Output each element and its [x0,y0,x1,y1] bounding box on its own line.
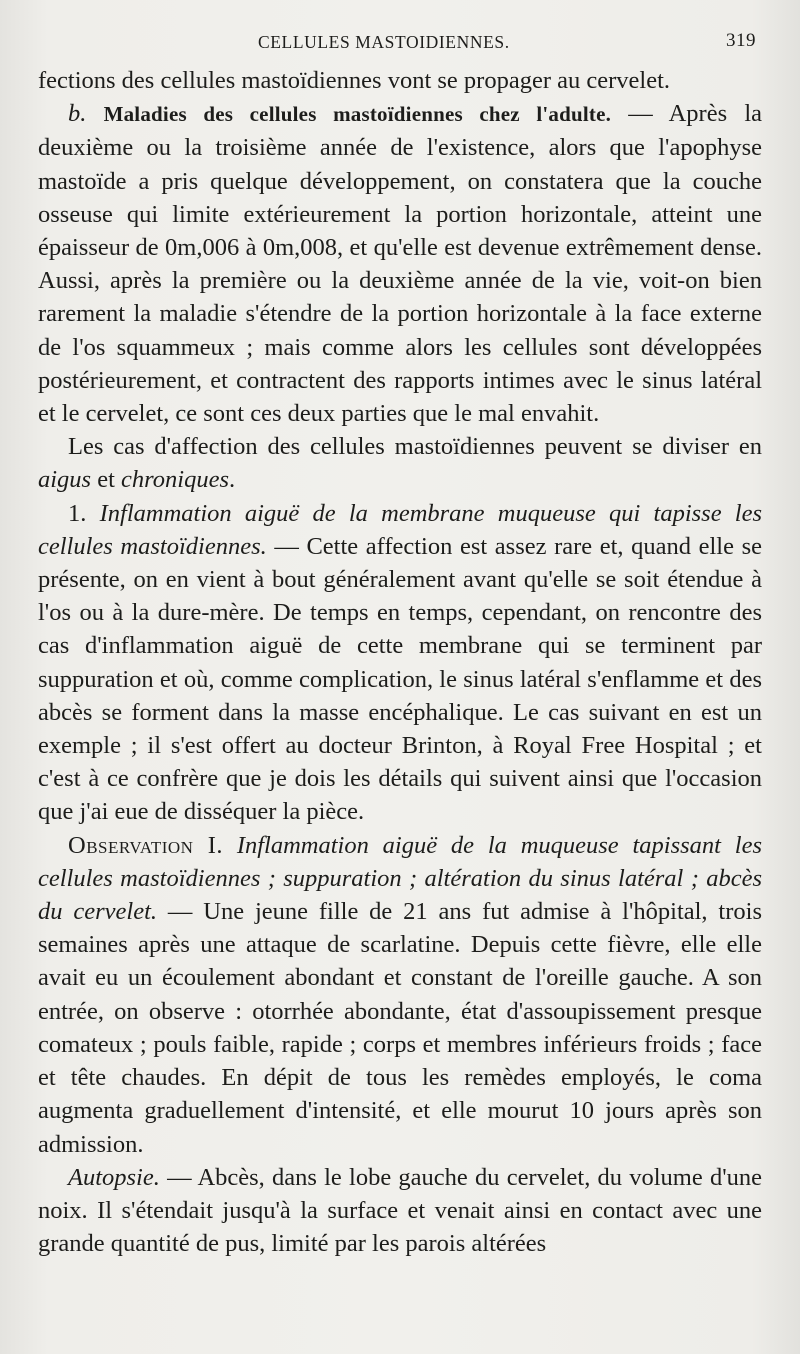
classification-text-mid: et [91,466,122,494]
autopsy-label: Autopsie. [68,1163,160,1191]
paragraph-adult-text: — Après la deuxième ou la troisième année de l'existence, alors que l'apophyse mastoïde a pris quelque développement, on constatera que la couche osseuse qui limite extérieurement la portion horizontale, atteint une épaisseur de 0m,006 à 0m,008, et qu'elle est devenue extrêmement dense. Aussi, après la première ou la deuxième année de la vie, voit-on bien rarement la maladie s'étendre de la portion horizontale à la face externe de l'os squammeux ; mais comme alors les cellules sont développées postérieurement, et contractent des rapports intimes avec le sinus latéral et le cervelet, ce sont ces deux parties que le mal envahit. [38,100,763,428]
page-number: 319 [726,30,756,51]
subsection-number: 1. [68,499,87,527]
running-title: CELLULES MASTOIDIENNES. [258,32,510,52]
term-chronic: chroniques [121,466,229,494]
paragraph-adult-diseases [38,97,762,430]
body-text [38,64,762,1260]
section-letter: b. [68,100,87,128]
autopsy-text: — Abcès, dans le lobe gauche du cervelet, du volume d'une noix. Il s'étendait jusqu'à la surface et venait ainsi en contact avec une grande quantité de pus, limité par les parois altérées [38,1163,762,1258]
subsection-heading-acute: Inflammation aiguë de la membrane muqueuse qui tapisse les cellules mastoïdiennes. [38,499,763,560]
term-acute: aigus [38,466,92,494]
classification-text-end: . [229,466,236,494]
observation-text: — Une jeune fille de 21 ans fut admise à l'hôpital, trois semaines après une attaque de scarlatine. Depuis cette fièvre, elle elle avait eu un écoulement abondant et constant de l'oreille gauche. A son entrée, on observe : otorrhée abondante, état d'assoupissement presque comateux ; pouls faible, rapide ; corps et membres inférieurs froids ; face et tête chaudes. En dépit de tous les remèdes employés, le coma augmenta graduellement d'intensité, et elle mourut 10 jours après son admission. [38,898,762,1158]
section-heading-adult: Maladies des cellules mastoïdiennes chez l'adulte. [103,102,612,127]
running-head [38,30,762,64]
paragraph-classification [38,430,762,496]
paragraph-observation [38,829,762,1161]
paragraph-acute-inflammation [38,497,762,829]
paragraph-continuation: fections des cellules mastoïdiennes vont se propager au cervelet. [38,67,671,94]
observation-heading: Inflammation aiguë de la muqueuse tapissant les cellules mastoïdiennes ; suppuration ; altération du sinus latéral ; abcès du cervelet. [38,831,762,926]
classification-text-start: Les cas d'affection des cellules mastoïdiennes peuvent se diviser en [68,433,762,461]
paragraph-acute-text: — Cette affection est assez rare et, quand elle se présente, on en vient à bout généralement avant qu'elle se soit étendue à l'os ou à la dure-mère. De temps en temps, cependant, on rencontre des cas d'inflammation aiguë de cette membrane qui se terminent par suppuration et où, comme complication, le sinus latéral s'enflamme et des abcès se forment dans la masse encéphalique. Le cas suivant en est un exemple ; il s'est offert au docteur Brinton, à Royal Free Hospital ; et c'est à ce confrère que je dois les détails qui suivent ainsi que l'occasion que j'ai eue de disséquer la pièce. [38,532,762,826]
paragraph-autopsy [38,1161,762,1261]
observation-label: Observation I. [68,831,224,859]
